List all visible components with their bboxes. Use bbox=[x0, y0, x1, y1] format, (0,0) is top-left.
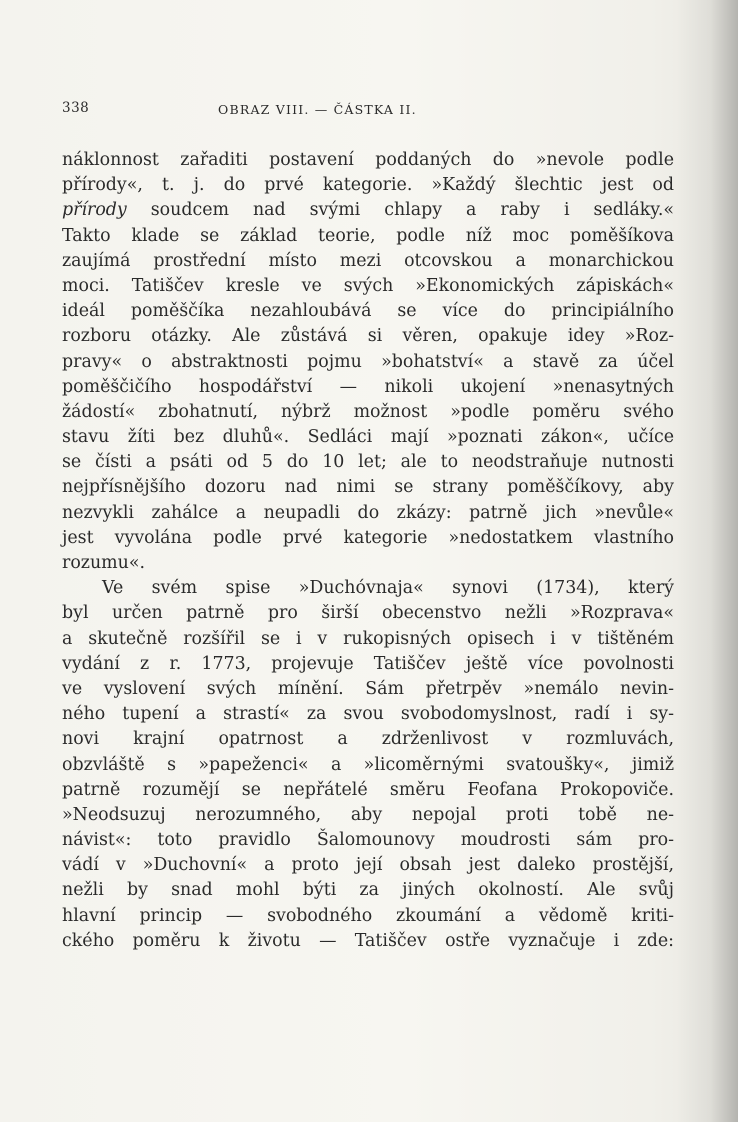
page-edge-shadow bbox=[676, 0, 738, 1122]
text-line: Ve svém spise »Duchóvnaja« synovi (1734), který bbox=[102, 578, 674, 599]
text-line: ného tupení a strastí« za svou svobodomyslnost, radí i sy- bbox=[62, 704, 674, 725]
text-line: vydání z r. 1773, projevuje Tatiščev ještě více povolnosti bbox=[62, 653, 674, 674]
text-line: novi krajní opatrnost a zdrženlivost v rozmluvách, bbox=[62, 729, 674, 750]
text-line: pravy« o abstraktnosti pojmu »bohatství« a stavě za účel bbox=[62, 351, 674, 372]
text-line: »Neodsuzuj nerozumného, aby nepojal proti tobě ne- bbox=[62, 804, 674, 825]
page-header bbox=[62, 100, 674, 124]
text-line: Takto klade se základ teorie, podle níž moc poměšíkova bbox=[62, 225, 674, 246]
text-line: rozboru otázky. Ale zůstává si věren, opakuje idey »Roz- bbox=[62, 326, 674, 347]
emphasis-word: přírody bbox=[62, 200, 127, 221]
text-line: hlavní princip — svobodného zkoumání a vědomě kriti- bbox=[62, 905, 674, 926]
text-line: obzvláště s »papeženci« a »licoměrnými svatoušky«, jimiž bbox=[62, 754, 674, 775]
text-line: přírody«, t. j. do prvé kategorie. »Každý šlechtic jest od bbox=[62, 175, 674, 196]
text-line: nezvykli zahálce a neupadli do zkázy: patrně jich »nevůle« bbox=[62, 502, 674, 523]
text-line: ckého poměru k životu — Tatiščev ostře vyznačuje i zde: bbox=[62, 930, 674, 951]
body-text bbox=[62, 148, 674, 954]
paragraph-2 bbox=[62, 576, 674, 954]
text-line: byl určen patrně pro širší obecenstvo nežli »Rozprava« bbox=[62, 603, 674, 624]
text-line: jest vyvolána podle prvé kategorie »nedostatkem vlastního bbox=[62, 527, 674, 548]
text-line-with-emphasis: přírody soudcem nad svými chlapy a raby i sedláky.« bbox=[62, 200, 674, 221]
text-line: rozumu«. bbox=[62, 553, 146, 573]
text-line: žádostí« zbohatnutí, nýbrž možnost »podle poměru svého bbox=[62, 401, 674, 422]
paragraph-1 bbox=[62, 148, 674, 576]
text-line: náklonnost zařaditi postavení poddaných do »nevole podle bbox=[62, 150, 674, 170]
page-number: 338 bbox=[62, 100, 90, 116]
running-head: OBRAZ VIII. — ČÁSTKA II. bbox=[218, 102, 417, 117]
text-line: ideál poměščíka nezahloubává se více do principiálního bbox=[62, 301, 674, 322]
text-line: vádí v »Duchovní« a proto její obsah jest daleko prostější, bbox=[62, 855, 674, 876]
text-line: zaujímá prostřední místo mezi otcovskou a monarchickou bbox=[62, 250, 674, 271]
text-line: poměščičího hospodářství — nikoli ukojení »nenasytných bbox=[62, 376, 674, 397]
text-line: moci. Tatiščev kresle ve svých »Ekonomických zápiskách« bbox=[62, 275, 674, 296]
text-line: stavu žíti bez dluhů«. Sedláci mají »poznati zákon«, učíce bbox=[62, 427, 674, 448]
text-line: ve vyslovení svých mínění. Sám přetrpěv »nemálo nevin- bbox=[62, 678, 674, 699]
text-line: a skutečně rozšířil se i v rukopisných opisech i v tištěném bbox=[62, 628, 674, 649]
text-line: nežli by snad mohl býti za jiných okolností. Ale svůj bbox=[62, 880, 674, 901]
text-line: návist«: toto pravidlo Šalomounovy moudrosti sám pro- bbox=[62, 830, 674, 851]
text-line: nejpřísnějšího dozoru nad nimi se strany poměščíkovy, aby bbox=[62, 477, 674, 498]
text-line: patrně rozumějí se nepřátelé směru Feofana Prokopoviče. bbox=[62, 779, 674, 800]
text-line: se čísti a psáti od 5 do 10 let; ale to neodstraňuje nutnosti bbox=[62, 452, 674, 473]
